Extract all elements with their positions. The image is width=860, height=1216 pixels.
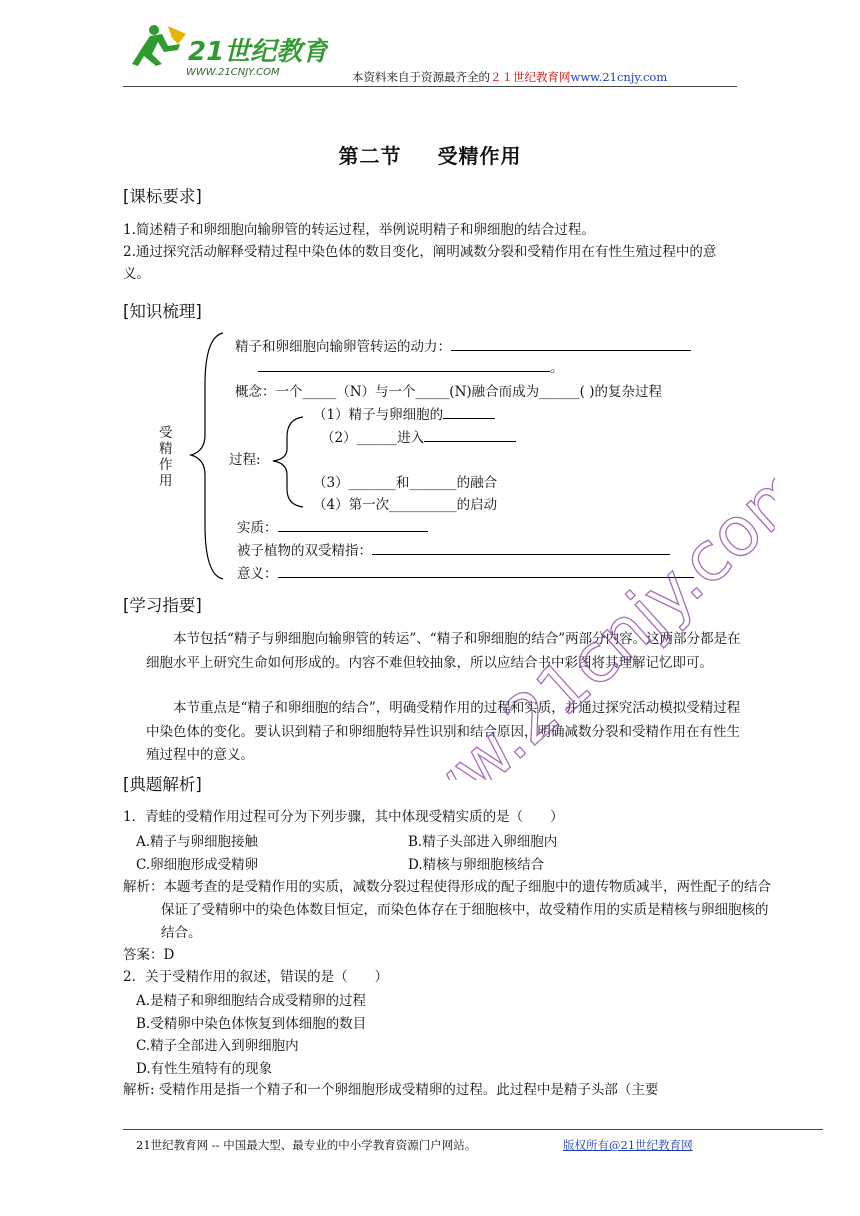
q1-options-row-2	[136, 853, 544, 873]
q2-analysis: 解析: 受精作用是指一个精子和一个卵细胞形成受精卵的过程。此过程中是精子头部（主要	[123, 1082, 659, 1098]
footer-left: 21世纪教育网 -- 中国最大型、最专业的中小学教育资源门户网站。	[136, 1138, 477, 1152]
section-heading-examples: [典题解析]	[123, 775, 202, 794]
diagram-double: 被子植物的双受精指：	[237, 539, 670, 559]
logo-url: WWW.21CNJY.COM	[186, 67, 280, 78]
header-url[interactable]: www.21cnjy.com	[570, 70, 668, 84]
footer-copyright-link[interactable]: 版权所有@21世纪教育网	[563, 1138, 693, 1152]
requirement-1: 1.简述精子和卵细胞向输卵管的转运过程，举例说明精子和卵细胞的结合过程。	[123, 222, 595, 238]
guide-paragraph-1: 本节包括“精子与卵细胞向输卵管的转运”、“精子和卵细胞的结合”两部分内容。这两部分都是在细胞水平上研究生命如何形成的。内容不难但较抽象，所以应结合书中彩图将其理解记忆即可。	[146, 631, 741, 671]
diagram-meaning: 意义：	[237, 562, 694, 582]
q2-option-c: C.精子全部进入到卵细胞内	[136, 1038, 299, 1054]
q2-option-b: B.受精卵中染色体恢复到体细胞的数目	[136, 1016, 367, 1032]
header-divider	[123, 86, 737, 87]
footer-divider	[123, 1129, 823, 1130]
q1-option-c: C.卵细胞形成受精卵	[136, 857, 259, 873]
q1-option-d: D.精核与卵细胞核结合	[408, 857, 545, 873]
watermark-text: www.21cnjy.com	[354, 445, 775, 780]
guide-paragraph-2: 本节重点是“精子和卵细胞的结合”，明确受精作用的过程和实质，并通过探究活动模拟受精过程中染色体的变化。要认识到精子和卵细胞特异性识别和结合原因，明确减数分裂和受精作用在有性生殖过程中的意义。	[146, 700, 741, 763]
q1-option-a: A.精子与卵细胞接触	[136, 834, 259, 850]
section-heading-knowledge: [知识梳理]	[123, 302, 202, 321]
diagram-step1: （1）精子与卵细胞的	[313, 403, 495, 423]
q1-options-row-1	[136, 830, 557, 850]
requirement-2: 2.通过探究活动解释受精过程中染色体的数目变化，阐明减数分裂和受精作用在有性生殖过程中的意义。	[123, 244, 717, 282]
q1-stem: 1．青蛙的受精作用过程可分为下列步骤，其中体现受精实质的是（ ）	[123, 809, 564, 825]
q1-answer: 答案：D	[123, 947, 175, 963]
diagram-power: 精子和卵细胞向输卵管转运的动力：	[235, 335, 691, 355]
section-heading-requirements: [课标要求]	[123, 187, 202, 206]
diagram-step3: （3）_______和_______的融合	[313, 475, 498, 491]
diagram-essence: 实质：	[237, 516, 428, 536]
section-heading-guide: [学习指要]	[123, 596, 202, 615]
diagram-process-label: 过程:	[229, 452, 261, 468]
q2-option-a: A.是精子和卵细胞结合成受精卵的过程	[136, 993, 367, 1009]
diagram-concept: 概念：一个_____（N）与一个_____(N)融合而成为______( )的复杂过程	[235, 384, 662, 400]
knowledge-diagram	[123, 325, 743, 585]
q1-option-b: B.精子头部进入卵细胞内	[408, 834, 558, 850]
header-brand: ２１世纪教育网	[490, 70, 571, 84]
site-logo	[128, 20, 328, 80]
q2-option-d: D.有性生殖特有的现象	[136, 1061, 273, 1077]
q2-stem: 2．关于受精作用的叙述，错误的是（ ）	[123, 969, 389, 985]
q1-analysis: 解析：本题考查的是受精作用的实质，减数分裂过程使得形成的配子细胞中的遗传物质减半，两性配子的结合保证了受精卵中的染色体数目恒定，而染色体存在于细胞核中，故受精作用的实质是精核与卵细胞核的结合。	[123, 879, 771, 941]
diagram-root: 受精作用	[159, 425, 173, 489]
diagram-step2: （2）______进入	[321, 426, 516, 446]
diagram-power-cont: 。	[258, 356, 564, 376]
diagram-step4: （4）第一次__________的启动	[313, 497, 498, 513]
header-note: 本资料来自于资源最齐全的２１世纪教育网www.21cnjy.com	[352, 70, 668, 84]
page-title: 第二节 受精作用	[338, 144, 522, 168]
logo-text: 21世纪教育	[188, 37, 328, 67]
